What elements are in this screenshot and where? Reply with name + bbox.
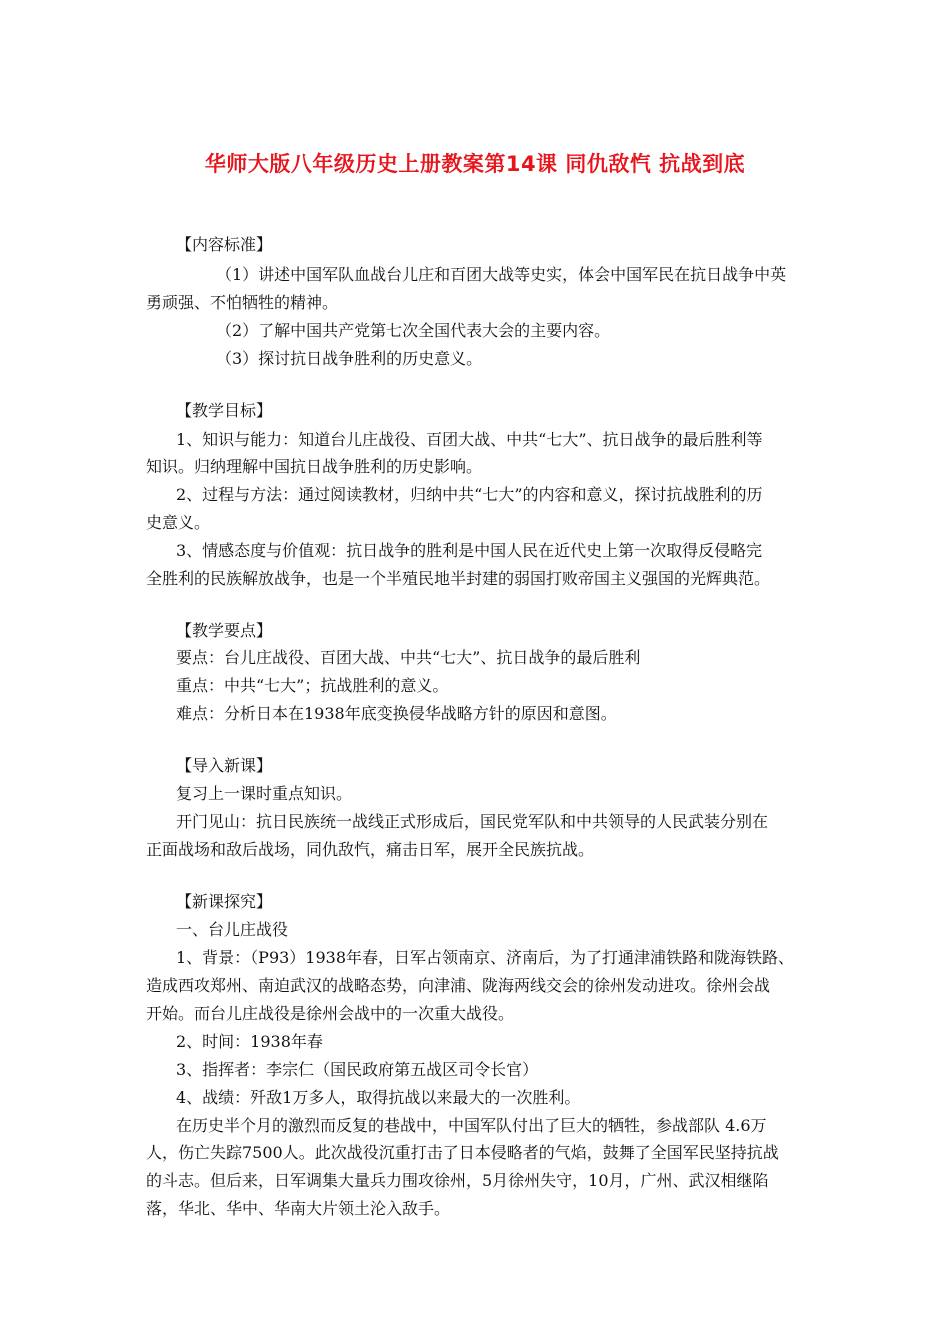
paragraph-line: 在历史半个月的激烈而反复的巷战中，中国军队付出了巨大的牺牲，参战部队 4.6万: [176, 1116, 767, 1135]
paragraph-line: 的斗志。但后来，日军调集大量兵力围攻徐州，5月徐州失守，10月，广州、武汉相继陷: [146, 1171, 769, 1190]
paragraph-line: 落，华北、华中、华南大片领土沦入敌手。: [146, 1199, 451, 1218]
paragraph-line: 1、背景：（P93）1938年春，日军占领南京、济南后，为了打通津浦铁路和陇海铁路、: [176, 948, 795, 967]
paragraph-line: 开始。而台儿庄战役是徐州会战中的一次重大战役。: [146, 1004, 515, 1023]
heading-key-points: 【教学要点】: [176, 621, 273, 640]
document-title: 华师大版八年级历史上册教案第14课 同仇敌忾 抗战到底: [204, 152, 746, 176]
paragraph-line: 3、指挥者：李宗仁（国民政府第五战区司令长官）: [176, 1060, 539, 1079]
paragraph-line: （1）讲述中国军队血战台儿庄和百团大战等史实，体会中国军民在抗日战争中英: [216, 265, 787, 284]
paragraph-line: 2、过程与方法：通过阅读教材，归纳中共“七大”的内容和意义，探讨抗战胜利的历: [176, 485, 763, 504]
paragraph-line: 难点：分析日本在1938年底变换侵华战略方针的原因和意图。: [176, 704, 617, 723]
paragraph-line: 知识。归纳理解中国抗日战争胜利的历史影响。: [146, 457, 483, 476]
heading-intro: 【导入新课】: [176, 756, 273, 775]
paragraph-line: 全胜利的民族解放战争，也是一个半殖民地半封建的弱国打败帝国主义强国的光辉典范。: [146, 569, 771, 588]
paragraph-line: 3、情感态度与价值观：抗日战争的胜利是中国人民在近代史上第一次取得反侵略完: [176, 541, 763, 560]
paragraph-line: 重点：中共“七大”；抗战胜利的意义。: [176, 676, 449, 695]
paragraph-line: 2、时间：1938年春: [176, 1032, 323, 1051]
paragraph-line: 正面战场和敌后战场，同仇敌忾，痛击日军，展开全民族抗战。: [146, 840, 595, 859]
paragraph-line: 勇顽强、不怕牺牲的精神。: [146, 293, 339, 312]
paragraph-line: （3）探讨抗日战争胜利的历史意义。: [216, 349, 483, 368]
heading-new-lesson: 【新课探究】: [176, 892, 273, 911]
paragraph-line: 史意义。: [146, 513, 211, 532]
paragraph-line: （2）了解中国共产党第七次全国代表大会的主要内容。: [216, 321, 611, 340]
paragraph-line: 1、知识与能力：知道台儿庄战役、百团大战、中共“七大”、抗日战争的最后胜利等: [176, 430, 763, 449]
paragraph-line: 复习上一课时重点知识。: [176, 784, 353, 803]
heading-teaching-goals: 【教学目标】: [176, 401, 273, 420]
paragraph-line: 开门见山：抗日民族统一战线正式形成后，国民党军队和中共领导的人民武装分别在: [176, 812, 769, 831]
paragraph-line: 要点：台儿庄战役、百团大战、中共“七大”、抗日战争的最后胜利: [176, 648, 641, 667]
heading-content-standard: 【内容标准】: [176, 235, 273, 254]
paragraph-line: 4、战绩：歼敌1万多人，取得抗战以来最大的一次胜利。: [176, 1088, 581, 1107]
paragraph-line: 一、台儿庄战役: [176, 920, 289, 939]
paragraph-line: 人，伤亡失踪7500人。此次战役沉重打击了日本侵略者的气焰，鼓舞了全国军民坚持抗战: [146, 1143, 779, 1162]
paragraph-line: 造成西攻郑州、南迫武汉的战略态势，向津浦、陇海两线交会的徐州发动进攻。徐州会战: [146, 976, 771, 995]
